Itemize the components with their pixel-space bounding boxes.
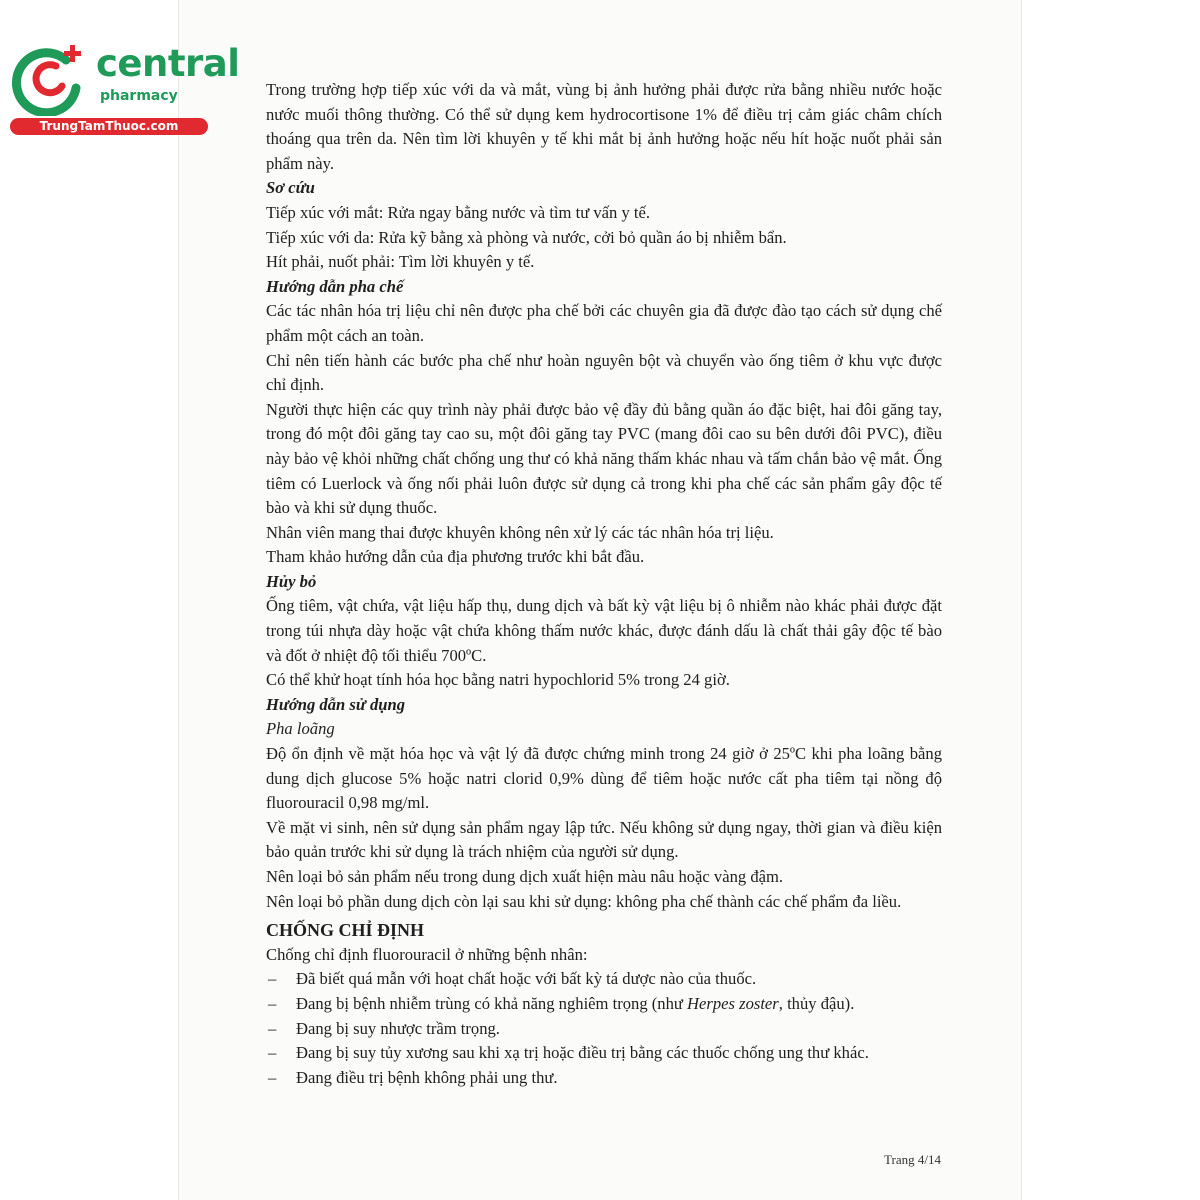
contraindications-list	[266, 967, 942, 1090]
dash-bullet: –	[268, 969, 277, 989]
first-aid-heading: Sơ cứu	[266, 178, 315, 198]
logo-site-banner: TrungTamThuoc.com	[10, 118, 208, 135]
usage-paragraph: Nên loại bỏ sản phẩm nếu trong dung dịch xuất hiện màu nâu hoặc vàng đậm.	[266, 867, 784, 886]
list-item-text: Đang bị suy tủy xương sau khi xạ trị hoặc điều trị bằng các thuốc chống ung thư khác.	[296, 1043, 869, 1063]
dash-bullet: –	[268, 993, 277, 1013]
preparation-paragraph: Tham khảo hướng dẫn của địa phương trước khi bắt đầu.	[266, 547, 645, 567]
usage-paragraph: Nên loại bỏ phần dung dịch còn lại sau khi sử dụng: không pha chế thành các chế phẩm đa liều.	[266, 891, 902, 911]
preparation-heading: Hướng dẫn pha chế	[266, 276, 404, 296]
list-item	[266, 967, 942, 992]
list-item-text: Đang điều trị bệnh không phải ung thư.	[296, 1067, 558, 1087]
list-item	[266, 1041, 942, 1066]
page-number: Trang 4/14	[884, 1152, 941, 1167]
intro-paragraph: Trong trường hợp tiếp xúc với da và mắt, vùng bị ảnh hưởng phải được rửa bằng nhiều nước hoặc nước muối thông thường. Có thể sử dụng kem hydrocortisone 1% để điều trị cảm giác châm chích thoáng qua trên da. Nên tìm lời khuyên y tế khi mắt bị ảnh hưởng hoặc nếu hít hoặc nuốt phải sản phẩm này.	[266, 80, 942, 173]
disposal-heading: Hủy bỏ	[266, 571, 317, 591]
document-body	[266, 78, 942, 1090]
contraindications-heading: CHỐNG CHỈ ĐỊNH	[266, 920, 425, 941]
logo-subtitle: pharmacy	[100, 88, 178, 104]
list-item	[266, 992, 942, 1017]
preparation-paragraph: Nhân viên mang thai được khuyên không nên xử lý các tác nhân hóa trị liệu.	[266, 522, 774, 542]
dash-bullet: –	[268, 1043, 277, 1063]
list-item-text: , thủy đậu).	[778, 993, 855, 1013]
central-pharmacy-logo[interactable]	[10, 36, 240, 136]
first-aid-line: Tiếp xúc với mắt: Rửa ngay bằng nước và tìm tư vấn y tế.	[266, 202, 651, 222]
dash-bullet: –	[268, 1018, 277, 1038]
usage-paragraph: Về mặt vi sinh, nên sử dụng sản phẩm ngay lập tức. Nếu không sử dụng ngay, thời gian và điều kiện bảo quản trước khi sử dụng là trách nhiệm của người sử dụng.	[266, 817, 942, 862]
preparation-paragraph: Các tác nhân hóa trị liệu chỉ nên được pha chế bởi các chuyên gia đã được đào tạo cách sử dụng chế phẩm một cách an toàn.	[266, 301, 942, 345]
preparation-paragraph: Chỉ nên tiến hành các bước pha chế như hoàn nguyên bột và chuyển vào ống tiêm ở khu vực được chỉ định.	[266, 350, 942, 395]
first-aid-line: Tiếp xúc với da: Rửa kỹ bằng xà phòng và nước, cởi bỏ quần áo bị nhiễm bẩn.	[266, 227, 787, 247]
usage-paragraph: Độ ổn định về mặt hóa học và vật lý đã được chứng minh trong 24 giờ ở 25ºC khi pha loãng bằng dung dịch glucose 5% hoặc natri clorid 0,9% dùng để tiêm hoặc nước cất pha tiêm tại nồng độ fluorouracil 0,98 mg/ml.	[266, 744, 942, 813]
disposal-paragraph: Có thể khử hoạt tính hóa học bằng natri hypochlorid 5% trong 24 giờ.	[266, 670, 730, 690]
first-aid-line: Hít phải, nuốt phải: Tìm lời khuyên y tế.	[266, 252, 535, 272]
list-item	[266, 1066, 942, 1091]
dash-bullet: –	[268, 1067, 277, 1087]
disposal-paragraph: Ống tiêm, vật chứa, vật liệu hấp thụ, dung dịch và bất kỳ vật liệu bị ô nhiễm nào khác phải được đặt trong túi nhựa dày hoặc vật chứa không thấm nước khác, được đánh dấu là chất thải gây độc tế bào và đốt ở nhiệt độ tối thiểu 700ºC.	[266, 596, 942, 665]
list-item-text: Đang bị suy nhược trầm trọng.	[296, 1018, 500, 1038]
preparation-paragraph: Người thực hiện các quy trình này phải được bảo vệ đầy đủ bằng quần áo đặc biệt, hai đôi găng tay, trong đó một đôi găng tay cao su, một đôi găng tay PVC (mang đôi cao su bên dưới đôi PVC), điều này bảo vệ khỏi những chất chống ung thư có khả năng thấm khác nhau và tấm chắn bảo vệ mắt. Ống tiêm có Luerlock và ống nối phải luôn được sử dụng cả trong khi pha chế các sản phẩm gây độc tế bào và khi sử dụng thuốc.	[266, 399, 942, 518]
dilution-subheading: Pha loãng	[266, 719, 335, 739]
usage-heading: Hướng dẫn sử dụng	[266, 694, 405, 714]
logo-brand-text: central	[96, 42, 240, 85]
contraindications-intro: Chống chỉ định fluorouracil ở những bệnh nhân:	[266, 944, 588, 964]
list-item-text: Đã biết quá mẫn với hoạt chất hoặc với bất kỳ tá dược nào của thuốc.	[296, 969, 757, 989]
list-item-text: Đang bị bệnh nhiễm trùng có khả năng nghiêm trọng (như	[296, 993, 688, 1013]
list-item-italic-text: Herpes zoster	[687, 993, 779, 1013]
pharmacy-cross-logo-icon	[10, 36, 90, 116]
list-item	[266, 1017, 942, 1042]
